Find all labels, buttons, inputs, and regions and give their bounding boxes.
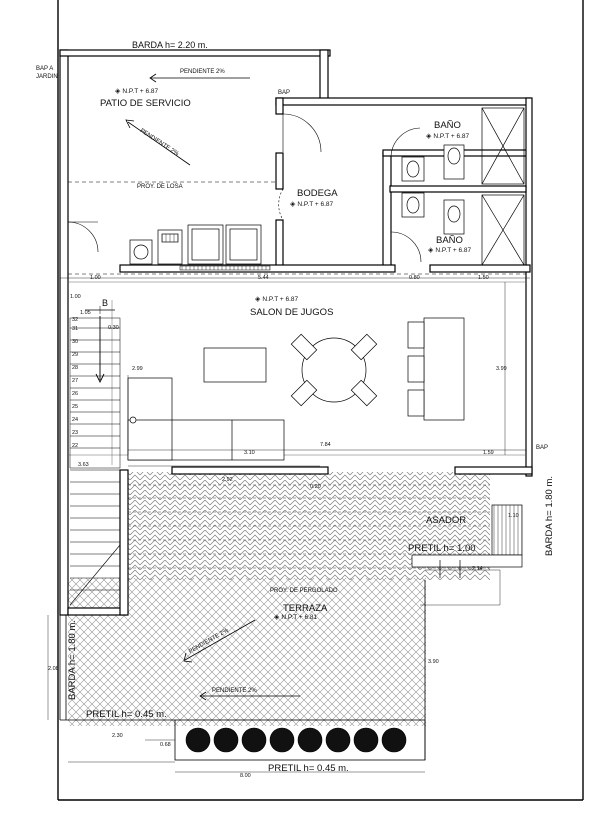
window-strip xyxy=(180,266,270,270)
terraza-label: TERRAZA xyxy=(283,603,328,614)
bap-jardin-line1: BAP A xyxy=(36,66,54,72)
proy-losa-label: PROY. DE LOSA xyxy=(137,184,183,190)
barda-left-label: BARDA h= 1.80 m. xyxy=(67,620,78,700)
dim-label: 1.05 xyxy=(80,310,91,316)
dim-label: 2.99 xyxy=(132,366,143,372)
asador-label: ASADOR xyxy=(426,515,467,526)
bodega-label: BODEGA xyxy=(297,188,338,199)
dim-label: 2.08 xyxy=(48,666,59,672)
laundry-appliances xyxy=(130,225,261,264)
dim-label: 1.50 xyxy=(478,275,489,281)
bap-top-label: BAP xyxy=(278,90,291,96)
stair-number: 23 xyxy=(72,430,79,436)
section-b-label: B xyxy=(102,298,109,308)
barda-top-label: BARDA h= 2.20 m. xyxy=(132,40,208,50)
dim-label: 8.00 xyxy=(240,773,251,779)
dim-label: 3.10 xyxy=(244,450,255,456)
dim-label: 0.80 xyxy=(409,275,420,281)
stair xyxy=(70,306,120,605)
dim-label: 3.99 xyxy=(496,366,507,372)
stair-number: 32 xyxy=(72,317,79,323)
salon-label: SALON DE JUGOS xyxy=(250,307,334,318)
dim-label: 0.20 xyxy=(310,484,321,490)
salon-furniture xyxy=(128,318,464,460)
dim-label: 0.68 xyxy=(160,742,171,748)
pretil-left-label: PRETIL h= 0.45 m. xyxy=(86,709,167,720)
pendiente-terraza-diag-label: PENDIENTE 2% xyxy=(188,627,230,656)
dim-label: 1.10 xyxy=(508,513,519,519)
bano-top-label: BAÑO xyxy=(434,120,461,131)
stair-number: 24 xyxy=(72,417,79,423)
npt-bodega: ◈ N.P.T + 6.87 xyxy=(290,201,333,209)
pretil-bottom-label: PRETIL h= 0.45 m. xyxy=(268,763,349,774)
pretil-right-label: PRETIL h= 1.00 xyxy=(408,543,476,554)
npt-terraza: ◈ N.P.T + 6.81 xyxy=(274,614,317,622)
pendiente-top-label: PENDIENTE 2% xyxy=(180,69,225,75)
stair-number: 22 xyxy=(72,443,79,449)
bap-right-label: BAP xyxy=(536,445,549,451)
stair-number: 28 xyxy=(72,365,79,371)
npt-salon: ◈ N.P.T + 6.87 xyxy=(255,296,298,304)
dim-label: 2.14 xyxy=(472,566,483,572)
dim-label: 5.44 xyxy=(258,275,269,281)
stair-number: 27 xyxy=(72,378,79,384)
barda-right-label: BARDA h= 1.80 m. xyxy=(544,476,555,556)
bap-jardin-line2: JARDIN xyxy=(36,74,58,80)
dim-label: 1.59 xyxy=(483,450,494,456)
dim-label: 0.30 xyxy=(108,325,119,331)
dim-label: 2.30 xyxy=(112,733,123,739)
pendiente-diag-label: PENDIENTE 2% xyxy=(138,128,180,158)
npt-bano-top: ◈ N.P.T + 6.87 xyxy=(426,133,469,141)
stair-number: 29 xyxy=(72,352,79,358)
stair-number: 26 xyxy=(72,391,79,397)
patio-servicio-label: PATIO DE SERVICIO xyxy=(100,98,191,109)
dim-label: 1.00 xyxy=(70,294,81,300)
planter-shrubs[interactable] xyxy=(186,728,406,752)
dim-label: 3.90 xyxy=(428,659,439,665)
dim-label: 3.63 xyxy=(78,462,89,468)
dim-label: 2.92 xyxy=(222,477,233,483)
dim-label: 7.84 xyxy=(320,442,331,448)
stair-number: 25 xyxy=(72,404,79,410)
stair-number: 30 xyxy=(72,339,79,345)
npt-patio: ◈ N.P.T + 6.87 xyxy=(115,88,158,96)
pendiente-terraza-label: PENDIENTE 2% xyxy=(212,688,257,694)
npt-bano-bottom: ◈ N.P.T + 6.87 xyxy=(428,247,471,255)
bano-bottom-label: BAÑO xyxy=(436,235,463,246)
stair-number: 31 xyxy=(72,326,79,332)
proy-pergolado-label: PROY. DE PERGOLADO xyxy=(270,588,338,594)
dim-label: 1.00 xyxy=(90,275,101,281)
